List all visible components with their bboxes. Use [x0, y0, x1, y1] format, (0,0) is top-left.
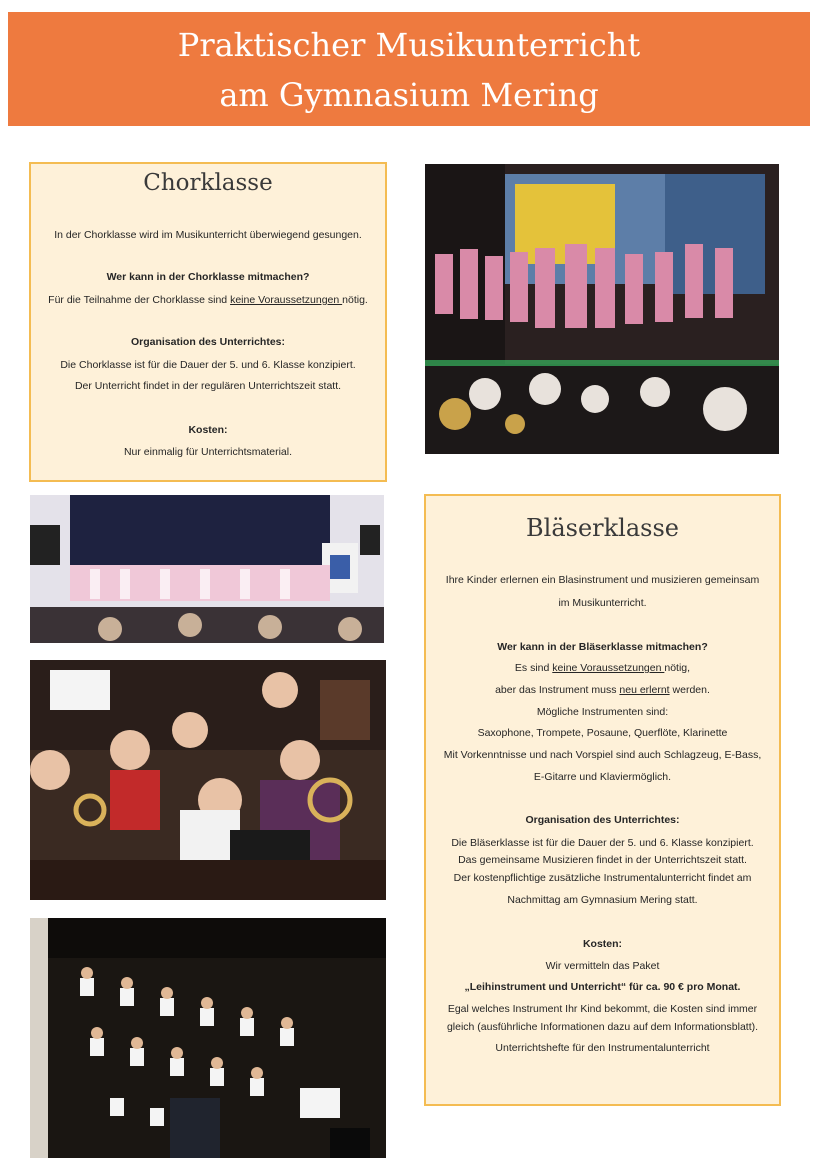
blaeser-who-1: Es sind keine Voraussetzungen nötig,	[514, 662, 691, 674]
blaeser-who-heading: Wer kann in der Bläserklasse mitmachen?	[497, 641, 708, 653]
chorklasse-panel	[29, 162, 387, 482]
blaeser-org-4: Nachmittag am Gymnasium Mering statt.	[507, 894, 698, 906]
blaeser-cost-heading: Kosten:	[582, 938, 623, 950]
blaeser-who-2: aber das Instrument muss neu erlernt werden.	[495, 684, 710, 696]
blaeser-org-2: Das gemeinsame Musizieren findet in der Unterrichtszeit statt.	[458, 854, 747, 866]
blaeser-cost-2: „Leihinstrument und Unterricht“ für ca. 90 € pro Monat.	[464, 981, 741, 993]
brass-rehearsal-photo	[30, 660, 386, 900]
blaeser-who-2-underline: neu erlernt	[619, 684, 670, 696]
chor-org-2: Der Unterricht findet in der regulären Unterrichtszeit statt.	[74, 380, 342, 392]
blaeser-who-5: Mit Vorkenntnisse und nach Vorspiel sind auch Schlagzeug, E-Bass,	[443, 749, 762, 761]
chor-org-1: Die Chorklasse ist für die Dauer der 5. und 6. Klasse konzipiert.	[60, 359, 356, 371]
blaeser-who-1-underline: keine Voraussetzungen	[552, 662, 665, 674]
page-title-line-1: Praktischer Musikunterricht	[177, 26, 641, 64]
chor-who-text: Für die Teilnahme der Chorklasse sind keine Voraussetzungen nötig.	[48, 294, 368, 306]
blaeserklasse-title: Bläserklasse	[526, 514, 679, 542]
blaeser-intro-2: im Musikunterricht.	[558, 597, 647, 609]
blaeser-org-3: Der kostenpflichtige zusätzliche Instrumentalunterricht findet am	[453, 872, 752, 884]
page-title-line-2: am Gymnasium Mering	[219, 76, 599, 114]
blaeser-cost-5: Unterrichtshefte für den Instrumentalunterricht	[495, 1042, 710, 1054]
chor-cost-1: Nur einmalig für Unterrichtsmaterial.	[123, 446, 293, 458]
blaeser-cost-3: Egal welches Instrument Ihr Kind bekommt, die Kosten sind immer	[447, 1003, 758, 1015]
chor-cost-heading: Kosten:	[188, 424, 228, 436]
blaeser-who-4: Saxophone, Trompete, Posaune, Querflöte, Klarinette	[477, 727, 728, 739]
blaeser-who-6: E-Gitarre und Klaviermöglich.	[533, 771, 672, 783]
chor-who-heading: Wer kann in der Chorklasse mitmachen?	[106, 271, 310, 283]
chor-who-underline: keine Voraussetzungen	[230, 294, 343, 306]
orchestra-photo	[30, 918, 386, 1158]
blaeser-org-1: Die Bläserklasse ist für die Dauer der 5. und 6. Klasse konzipiert.	[451, 837, 754, 849]
blaeser-org-heading: Organisation des Unterrichtes:	[525, 814, 680, 826]
choir-performance-photo	[30, 495, 384, 643]
blaeserklasse-panel	[424, 494, 781, 1106]
blaeser-cost-1: Wir vermitteln das Paket	[545, 960, 660, 972]
blaeser-intro-1: Ihre Kinder erlernen ein Blasinstrument und musizieren gemeinsam	[445, 574, 760, 586]
stage-performance-photo	[425, 164, 779, 454]
chorklasse-title: Chorklasse	[143, 170, 273, 196]
page-header	[8, 12, 810, 126]
chor-org-heading: Organisation des Unterrichtes:	[130, 336, 286, 348]
chor-intro: In der Chorklasse wird im Musikunterricht überwiegend gesungen.	[54, 229, 362, 241]
blaeser-who-3: Mögliche Instrumenten sind:	[536, 706, 669, 718]
blaeser-cost-4: gleich (ausführliche Informationen dazu auf dem Informationsblatt).	[446, 1021, 759, 1033]
